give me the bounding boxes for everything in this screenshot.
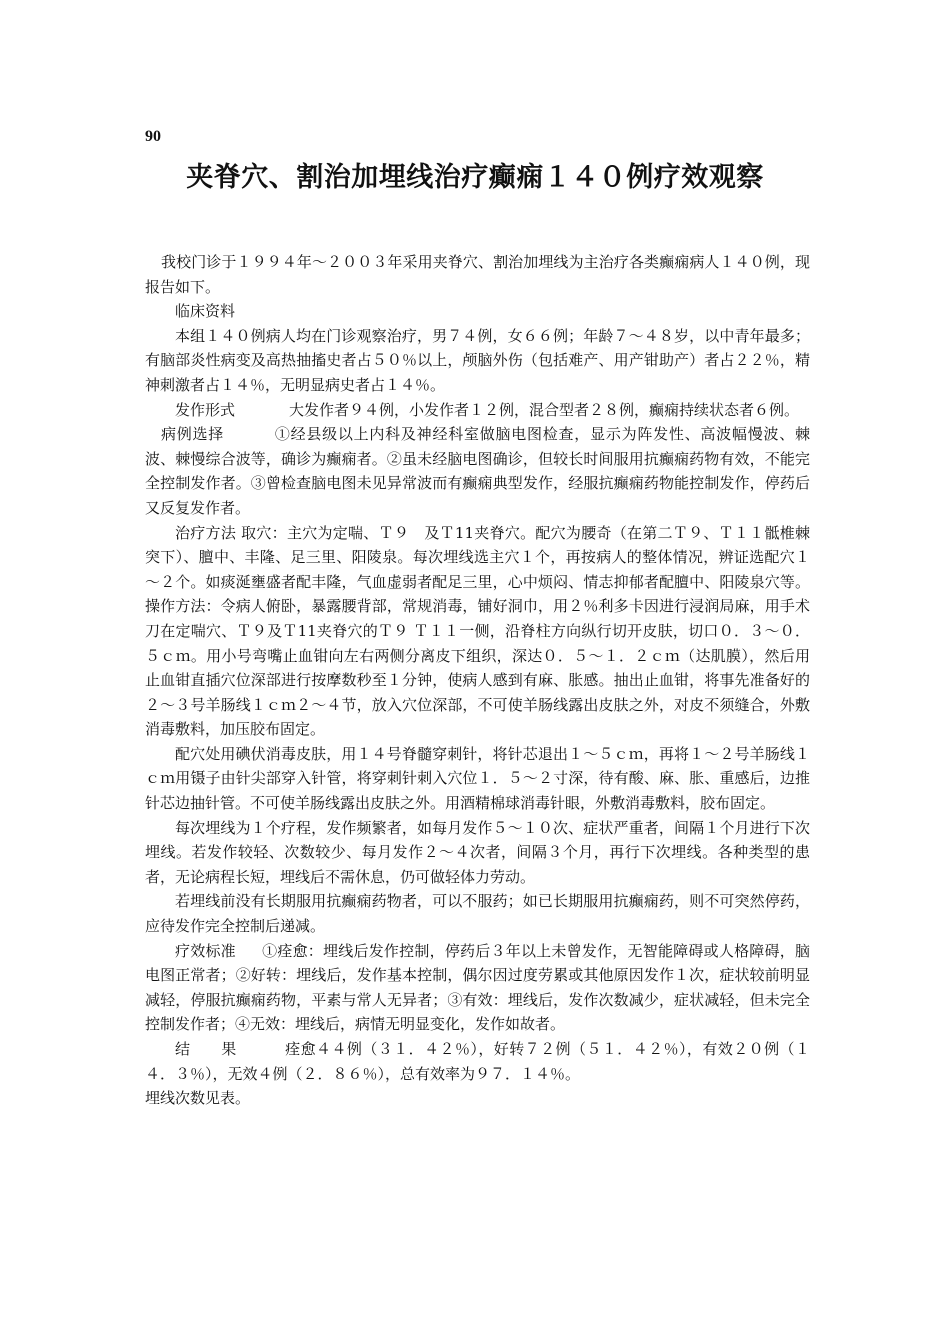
case-selection-label: 病例选择	[161, 425, 225, 444]
seizure-form-label: 发作形式	[175, 400, 236, 419]
case-selection-text: ①经县级以上内科及神经科室做脑电图检查，显示为阵发性、高波幅慢波、棘波、棘慢综合波等，确诊为癫痫者。②虽未经脑电图确诊，但较长时间服用抗癫痫药物有效，不能完全控制发作者。③曾检查脑电图未见异常波而有癫痫典型发作，经服抗癫痫药物能控制发作，停药后又反复发作者。	[145, 425, 810, 517]
table-reference: 埋线次数见表。	[145, 1089, 251, 1108]
auxiliary-point-paragraph: 配穴处用碘伏消毒皮肤，用１４号脊髓穿刺针，将针芯退出１～５ｃｍ，再将１～２号羊肠线１ｃｍ用镊子由针尖部穿入针管，将穿刺针刺入穴位１．５～２寸深，待有酸、麻、胀、重感后，边推针芯边抽针管。不可使羊肠线露出皮肤之外。用酒精棉球消毒针眼，外敷消毒敷料，胶布固定。	[145, 744, 810, 813]
page-number: 90	[145, 128, 161, 145]
efficacy-criteria-paragraph	[145, 939, 810, 1037]
treatment-course-paragraph: 每次埋线为１个疗程，发作频繁者，如每月发作５～１０次、症状严重者，间隔１个月进行下次埋线。若发作较轻、次数较少、每月发作２～４次者，间隔３个月，再行下次埋线。各种类型的患者，无论病程长短，埋线后不需休息，仍可做轻体力劳动。	[145, 818, 810, 886]
seizure-form-text: 大发作者９４例，小发作者１２例，混合型者２８例，癫痫持续状态者６例。	[289, 400, 800, 419]
article-title: 夹脊穴、割治加埋线治疗癫痫１４０例疗效观察	[186, 162, 764, 193]
section-heading-clinical: 临床资料	[175, 302, 236, 321]
seizure-form-paragraph	[145, 398, 810, 423]
medication-paragraph: 若埋线前没有长期服用抗癫痫药物者，可以不服药；如已长期服用抗癫痫药，则不可突然停药，应待发作完全控制后递减。	[145, 892, 810, 936]
efficacy-criteria-label: 疗效标准	[175, 941, 236, 960]
results-text: 痊愈４４例（３１．４２％），好转７２例（５１．４２％），有效２０例（１４．３％），无效４例（２．８６％），总有效率为９７．１４％。	[145, 1040, 810, 1083]
article-body	[145, 250, 810, 1111]
treatment-method-paragraph: 治疗方法 取穴：主穴为定喘、Ｔ９ 及Ｔ11夹脊穴。配穴为腰奇（在第二Ｔ９、Ｔ１１骶椎棘突下）、膻中、丰隆、足三里、阳陵泉。每次埋线选主穴１个，再按病人的整体情况，辨证选配穴１～２个。如痰涎壅盛者配丰隆，气血虚弱者配足三里，心中烦闷、情志抑郁者配膻中、阳陵泉穴等。操作方法：令病人俯卧，暴露腰背部，常规消毒，铺好洞巾，用２％利多卡因进行浸润局麻，用手术刀在定喘穴、Ｔ９及Ｔ11夹脊穴的Ｔ９ Ｔ１１一侧，沿脊柱方向纵行切开皮肤，切口０．３～０．５ｃｍ。用小号弯嘴止血钳向左右两侧分离皮下组织，深达０．５～１．２ｃｍ（达肌膜），然后用止血钳直插穴位深部进行按摩数秒至１分钟，使病人感到有麻、胀感。抽出止血钳，将事先准备好的２～３号羊肠线１ｃｍ２～４节，放入穴位深部，不可使羊肠线露出皮肤之外，对皮不须缝合，外敷消毒敷料，加压胶布固定。	[145, 523, 810, 739]
results-paragraph	[145, 1037, 810, 1086]
efficacy-criteria-text: ①痊愈：埋线后发作控制，停药后３年以上未曾发作，无智能障碍或人格障碍，脑电图正常者；②好转：埋线后，发作基本控制，偶尔因过度劳累或其他原因发作１次，症状较前明显减轻，停服抗癫痫药物，平素与常人无异者；③有效：埋线后，发作次数减少，症状减轻，但未完全控制发作者；④无效：埋线后，病情无明显变化，发作如故者。	[145, 941, 810, 1034]
case-selection-paragraph	[145, 422, 810, 520]
clinical-paragraph: 本组１４０例病人均在门诊观察治疗，男７４例，女６６例；年龄７～４８岁，以中青年最多；有脑部炎性病变及高热抽搐史者占５０％以上，颅脑外伤（包括难产、用产钳助产）者占２２％，精神刺激者占１４％，无明显病史者占１４％。	[145, 326, 810, 394]
results-label: 结 果	[175, 1040, 237, 1058]
intro-paragraph: 我校门诊于１９９４年～２００３年采用夹脊穴、割治加埋线为主治疗各类癫痫病人１４０例，现报告如下。	[145, 253, 810, 296]
